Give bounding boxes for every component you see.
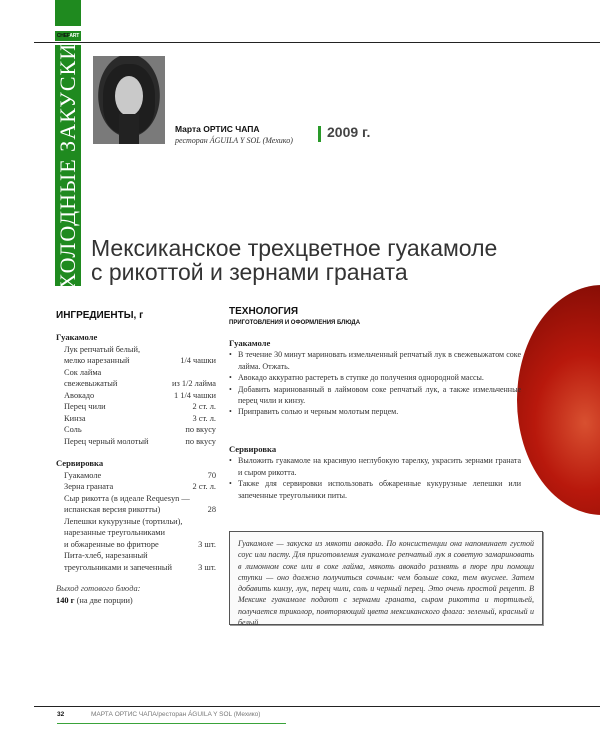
- ingredient-qty: 70: [207, 470, 216, 480]
- ingredient-row: [56, 424, 216, 436]
- technology-step: • Также для сервировки использовать обжаренные кукурузные лепешки или запеченные треугольники питы.: [229, 478, 521, 501]
- ingredient-qty: 1/4 чашки: [180, 356, 216, 365]
- ingredient-qty: 3 шт.: [198, 562, 216, 572]
- ingredient-row: [56, 378, 216, 390]
- ingredient-group-serving: [56, 458, 216, 573]
- author-restaurant: ресторан ÁGUILA Y SOL (Мехико): [175, 136, 293, 145]
- technology-step: • Выложить гуакамоле на красивую неглубокую тарелку, украсить зернами граната и сыром рикотта.: [229, 455, 521, 478]
- author-first-name: Марта: [175, 124, 201, 134]
- technology-step: • Авокадо аккуратно растереть в ступке до получения однородной массы.: [229, 372, 521, 383]
- ingredient-qty: 2 ст. л.: [192, 402, 216, 411]
- technology-group-serving: [229, 444, 521, 501]
- yield-value: [56, 596, 133, 605]
- footer-green-rule: [57, 723, 286, 724]
- ingredient-name: Зерна граната: [64, 482, 114, 491]
- recipe-title: [91, 236, 497, 284]
- ingredient-qty: 3 шт.: [198, 539, 216, 549]
- technology-group-title: Сервировка: [229, 444, 277, 454]
- year-label: 2009 г.: [327, 124, 371, 140]
- running-head: МАРТА ОРТИС ЧАПА/ресторан ÁGUILA Y SOL (Мехико): [91, 711, 261, 718]
- yield-amount: 140 г: [56, 596, 75, 605]
- ingredient-qty: по вкусу: [185, 436, 216, 446]
- ingredient-row: [56, 550, 216, 562]
- recipe-title-line2: с рикоттой и зернами граната: [91, 259, 408, 285]
- ingredient-name: Лук репчатый белый,: [64, 344, 141, 354]
- ingredient-name: мелко нарезанный: [64, 356, 130, 365]
- bottom-divider: [34, 706, 600, 707]
- ingredient-row: [56, 413, 216, 425]
- ingredient-qty: из 1/2 лайма: [171, 379, 216, 388]
- ingredient-row: [56, 481, 216, 493]
- ingredients-heading: ИНГРЕДИЕНТЫ, г: [56, 310, 144, 321]
- chef-note-box: Гуакамоле — закуска из мякоти авокадо. По консистенции она напоминает густой соус или пасту. Для приготовления гуакамоле репчатый лук я советую замариновать в лимонном соке или в соке лайма, мякоть авокадо размять в пюре при помощи ступки — оно должно получиться сочным: чем больше сока, тем вкуснее. Затем добавить кинзу, лук, перец чили, соль и черный перец. Это очень простой рецепт. В Мексике гуакамоле подают с зернами граната, сыром рикотта и тортильей, получается триколор, повторяющий цвета мексиканского флага: зеленый, красный и белый.: [229, 531, 543, 625]
- ingredient-name: Лепешки кукурузные (тортильи),: [64, 516, 183, 526]
- ingredient-name: Соль: [64, 425, 82, 434]
- yield-note: (на две порции): [74, 596, 133, 605]
- ingredient-name: нарезанные треугольниками: [64, 528, 165, 537]
- author-photo: [93, 56, 165, 144]
- ingredient-name: Кинза: [64, 413, 86, 423]
- ingredient-name: испанская версия рикотты): [64, 505, 161, 514]
- ingredient-row: [56, 344, 216, 356]
- ingredient-row: [56, 516, 216, 528]
- ingredient-row: [56, 504, 216, 516]
- ingredient-qty: по вкусу: [185, 425, 216, 434]
- photo-face: [115, 76, 143, 116]
- ingredient-row: [56, 436, 216, 448]
- ingredient-name: Перец чили: [64, 402, 106, 411]
- ingredient-name: Сыр рикотта (в идеале Requesyn —: [64, 493, 190, 503]
- technology-group-title: Гуакамоле: [229, 338, 271, 348]
- author-name: [175, 124, 259, 134]
- ingredient-name: Сок лайма: [64, 367, 102, 377]
- logo-art-text: ART: [69, 33, 80, 39]
- ingredient-qty: 1 1/4 чашки: [173, 390, 216, 400]
- logo-chef-text: CHEF: [56, 33, 70, 39]
- technology-group-guacamole: [229, 338, 521, 418]
- ingredient-group-title: Сервировка: [56, 458, 104, 468]
- ingredient-name: Авокадо: [64, 390, 95, 400]
- ingredient-qty: 3 ст. л.: [192, 413, 216, 423]
- ingredient-name: свежевыжатый: [64, 379, 118, 388]
- technology-heading: ТЕХНОЛОГИЯ: [229, 306, 299, 317]
- ingredient-group-guacamole: [56, 332, 216, 447]
- technology-steps: [229, 349, 521, 417]
- magazine-logo: [55, 31, 81, 41]
- technology-subheading: ПРИГОТОВЛЕНИЯ И ОФОРМЛЕНИЯ БЛЮДА: [229, 320, 361, 326]
- ingredient-row: [56, 367, 216, 379]
- red-plate-image: [517, 285, 600, 515]
- ingredient-row: [56, 355, 216, 367]
- ingredient-row: [56, 470, 216, 482]
- section-title: [55, 42, 81, 289]
- year-accent-bar: [318, 126, 321, 142]
- yield-label: Выход готового блюда:: [56, 584, 141, 593]
- ingredient-qty: 2 ст. л.: [192, 482, 216, 491]
- ingredient-row: [56, 539, 216, 551]
- ingredient-row: [56, 527, 216, 539]
- technology-steps: [229, 455, 521, 501]
- ingredient-row: [56, 401, 216, 413]
- ingredient-row: [56, 562, 216, 574]
- photo-neck: [119, 114, 139, 144]
- section-color-band-top: [55, 0, 81, 26]
- ingredient-name: и обжаренные во фритюре: [64, 539, 159, 549]
- ingredient-row: [56, 390, 216, 402]
- page-number: 32: [57, 711, 65, 718]
- ingredient-qty: 28: [207, 505, 216, 514]
- ingredient-name: Перец черный молотый: [64, 436, 149, 446]
- ingredient-row: [56, 493, 216, 505]
- technology-step: • Добавить маринованный в лаймовом соке репчатый лук, а также измельченные перец чили и кинзу.: [229, 384, 521, 407]
- ingredient-name: Гуакамоле: [64, 470, 102, 480]
- technology-step: • В течение 30 минут мариновать измельченный репчатый лук в свежевыжатом соке лайма. Отжать.: [229, 349, 521, 372]
- ingredient-name: Пита-хлеб, нарезанный: [64, 551, 148, 560]
- ingredient-group-title: Гуакамоле: [56, 332, 98, 342]
- recipe-title-line1: Мексиканское трехцветное гуакамоле: [91, 235, 498, 261]
- section-title-text: ХОЛОДНЫЕ ЗАКУСКИ: [55, 42, 80, 289]
- top-divider: [34, 42, 600, 43]
- author-last-name: ОРТИС ЧАПА: [203, 124, 260, 134]
- ingredient-name: треугольниками и запеченный: [64, 562, 172, 572]
- technology-step: • Приправить солью и черным молотым перцем.: [229, 406, 521, 417]
